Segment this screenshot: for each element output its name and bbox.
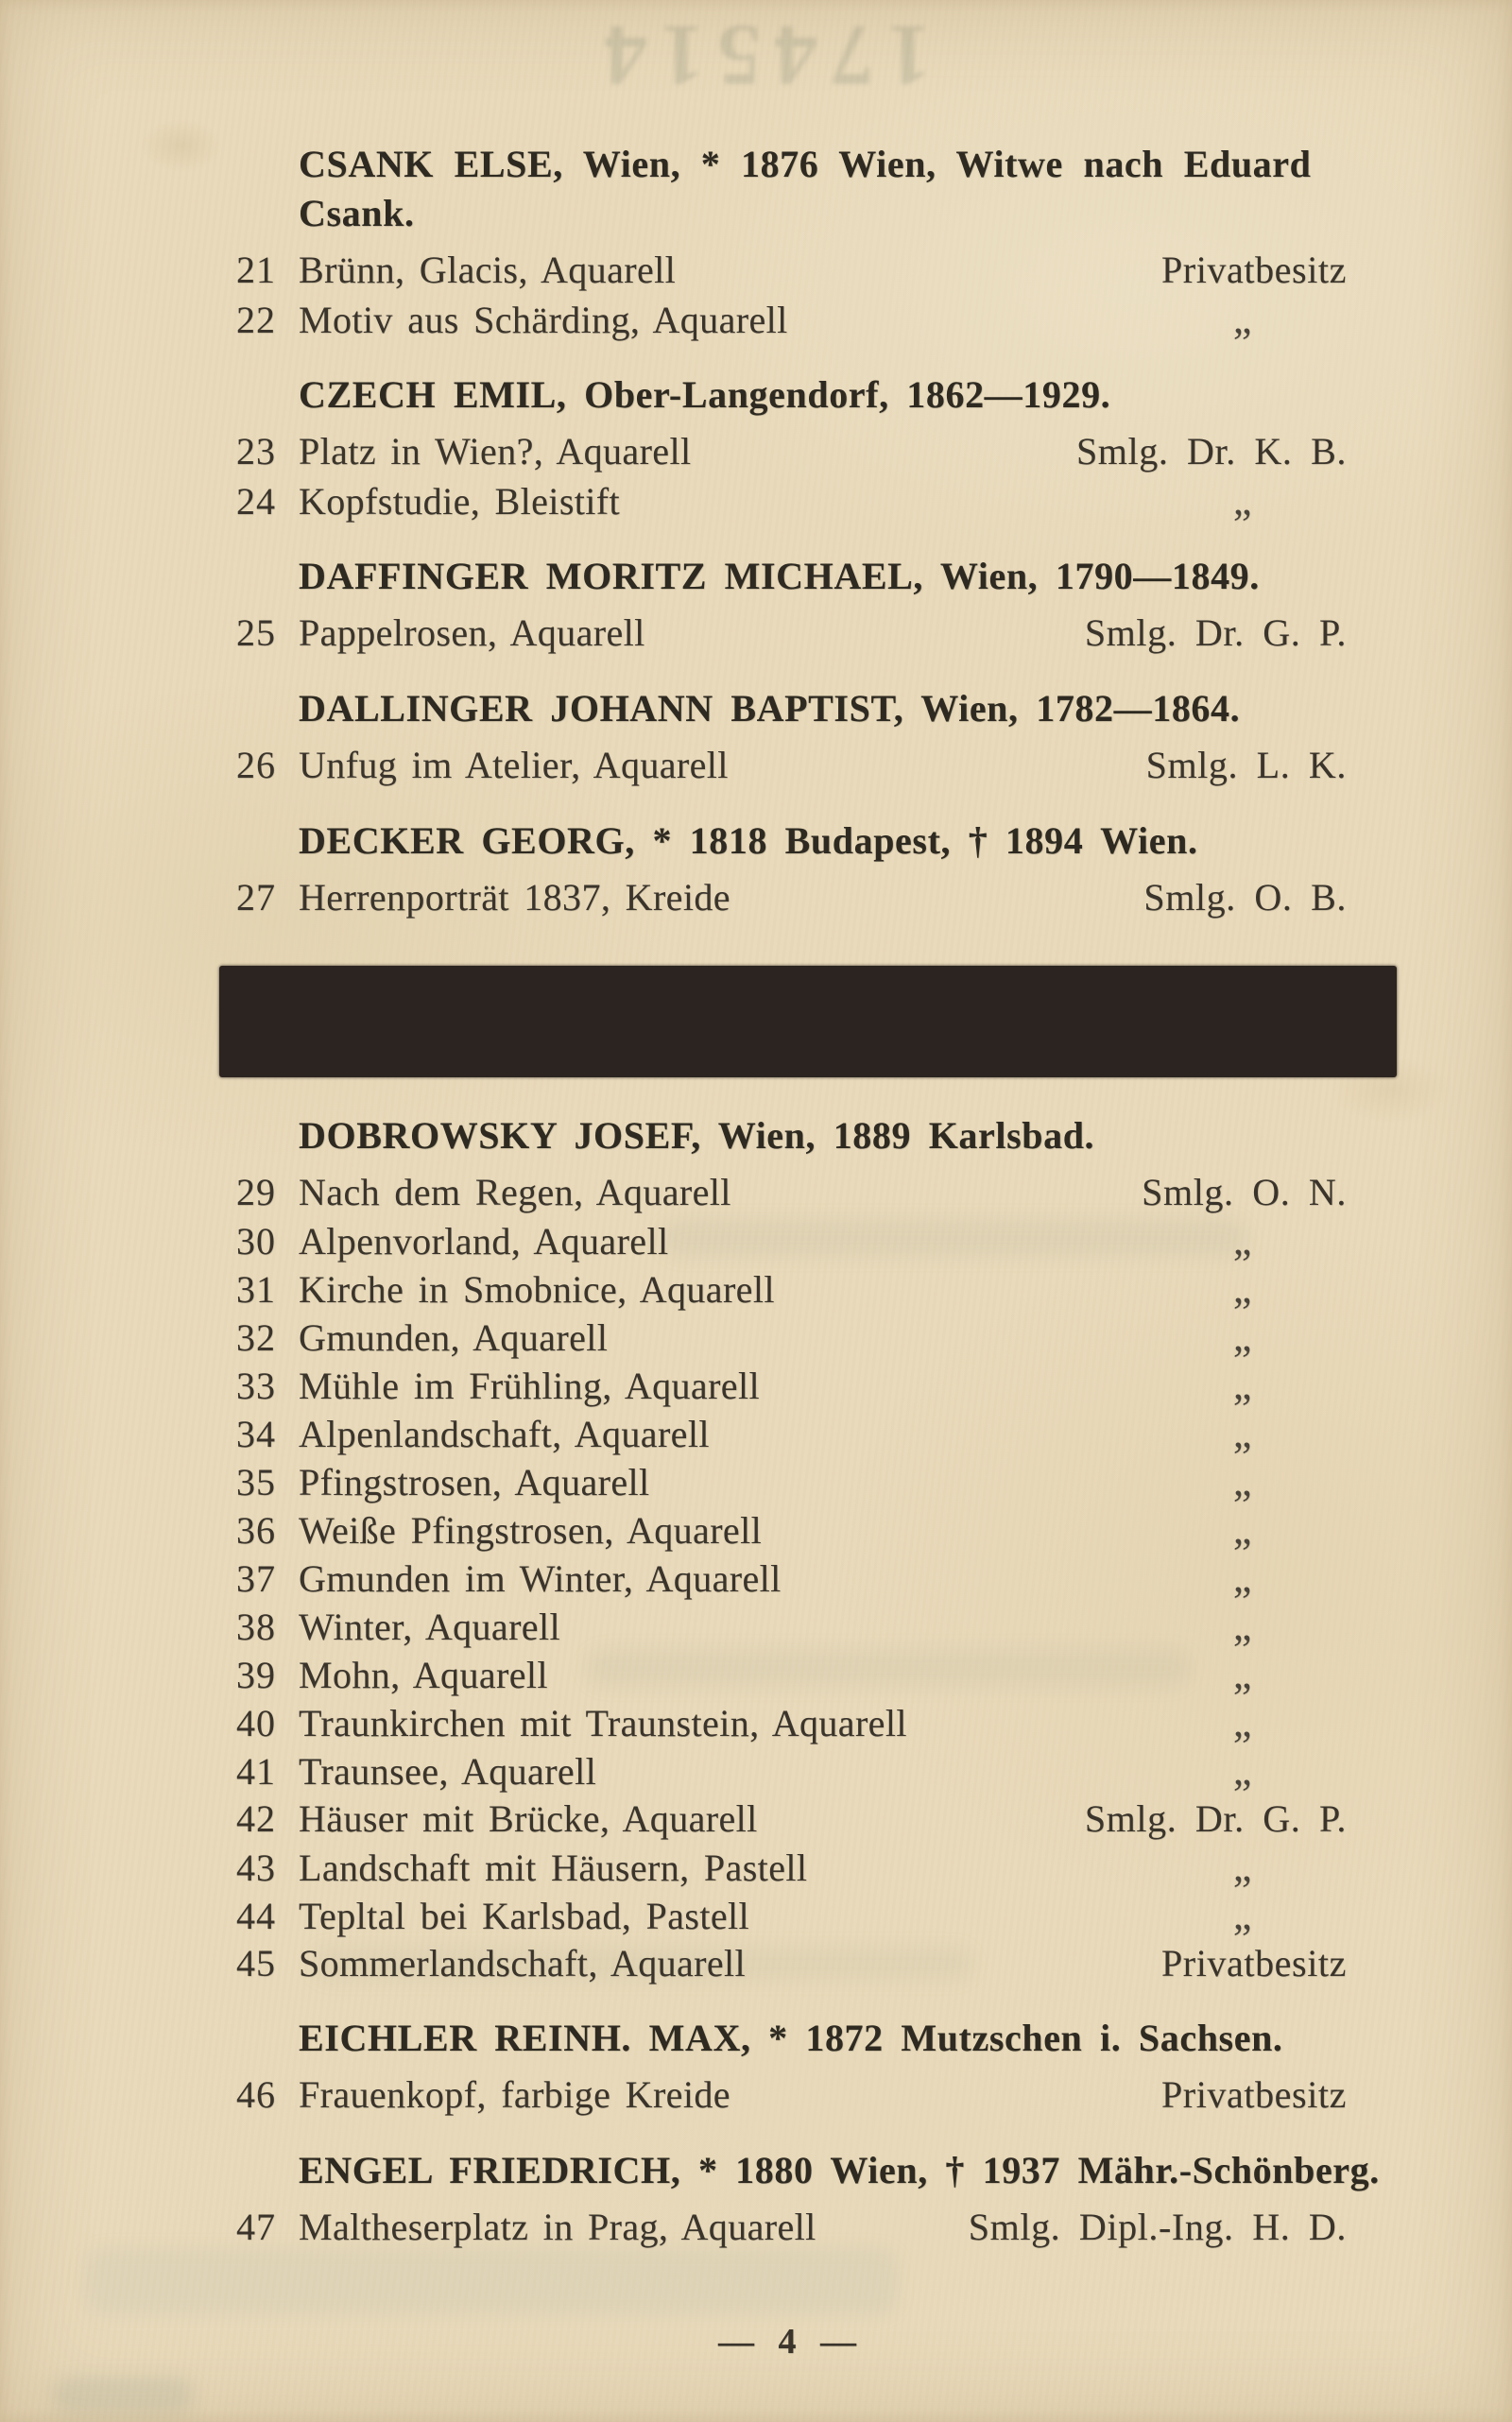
item-number: 38 xyxy=(236,1606,276,1648)
catalog-item-row xyxy=(189,1795,1347,1843)
item-title: Traunsee, Aquarell xyxy=(299,1750,597,1793)
catalog-item-row xyxy=(189,2070,1347,2120)
bleed-through-smudge xyxy=(52,2377,194,2414)
item-number: 25 xyxy=(236,611,276,654)
bleed-through-smudge xyxy=(85,2249,898,2315)
catalog-item-row xyxy=(189,1457,1347,1505)
item-number: 47 xyxy=(236,2206,276,2248)
item-owner-ditto-mark: „ xyxy=(1232,1362,1252,1408)
item-title: Pfingstrosen, Aquarell xyxy=(299,1461,650,1503)
catalog-item-row xyxy=(189,873,1347,922)
item-owner-ditto-mark: „ xyxy=(1232,1555,1252,1601)
artist-section-csank xyxy=(189,140,1347,344)
artist-section-eichler xyxy=(189,2014,1347,2120)
catalog-item-row xyxy=(189,1939,1347,1987)
item-title: Sommerlandschaft, Aquarell xyxy=(299,1942,747,1984)
item-number: 30 xyxy=(236,1220,276,1263)
catalog-item-row xyxy=(189,1698,1347,1746)
catalog-item-row xyxy=(189,1409,1347,1457)
item-owner-ditto-mark: „ xyxy=(1232,1217,1252,1263)
catalog-item-row xyxy=(189,1650,1347,1698)
item-title: Traunkirchen mit Traunstein, Aquarell xyxy=(299,1702,907,1744)
item-number: 33 xyxy=(236,1365,276,1407)
item-number: 34 xyxy=(236,1413,276,1455)
catalog-content xyxy=(189,140,1380,2252)
item-number: 37 xyxy=(236,1557,276,1600)
item-owner-ditto-mark: „ xyxy=(1232,1506,1252,1553)
item-owner: Smlg. L. K. xyxy=(1145,744,1347,786)
artist-header: EICHLER REINH. MAX, * 1872 Mutzschen i. Sachsen. xyxy=(299,2017,1283,2059)
item-number: 46 xyxy=(236,2073,276,2116)
catalog-item-row xyxy=(189,609,1347,658)
artist-header: CZECH EMIL, Ober-Langendorf, 1862—1929. xyxy=(299,373,1111,416)
catalog-item-row xyxy=(189,476,1347,525)
catalog-item-row xyxy=(189,741,1347,790)
item-title: Pappelrosen, Aquarell xyxy=(299,611,645,654)
item-owner-ditto-mark: „ xyxy=(1232,1844,1252,1890)
artist-header: DALLINGER JOHANN BAPTIST, Wien, 1782—1864. xyxy=(299,687,1241,730)
catalog-item-row xyxy=(189,246,1347,295)
catalog-item-row xyxy=(189,1168,1347,1216)
item-title: Platz in Wien?, Aquarell xyxy=(299,430,692,472)
item-owner: Smlg. Dr. G. P. xyxy=(1084,611,1347,654)
item-title: Tepltal bei Karlsbad, Pastell xyxy=(299,1895,750,1937)
item-title: Alpenlandschaft, Aquarell xyxy=(299,1413,710,1455)
catalog-item-row xyxy=(189,1602,1347,1650)
artist-section-dobrowsky xyxy=(189,1111,1347,1987)
artist-section-daffinger xyxy=(189,552,1347,658)
item-owner-ditto-mark: „ xyxy=(1232,1265,1252,1312)
artist-section-czech xyxy=(189,370,1347,525)
item-title: Frauenkopf, farbige Kreide xyxy=(299,2073,730,2116)
catalog-item-row xyxy=(189,295,1347,344)
item-owner: Privatbesitz xyxy=(1160,1942,1347,1984)
item-owner: Privatbesitz xyxy=(1160,2073,1347,2116)
item-title: Mühle im Frühling, Aquarell xyxy=(299,1365,760,1407)
item-owner-ditto-mark: „ xyxy=(1232,1458,1252,1504)
item-number: 36 xyxy=(236,1509,276,1552)
item-number: 23 xyxy=(236,430,276,472)
catalog-item-row xyxy=(189,1264,1347,1313)
item-owner-ditto-mark: „ xyxy=(1232,1892,1252,1938)
artist-section-dallinger xyxy=(189,684,1347,790)
catalog-item-row xyxy=(189,1313,1347,1361)
item-title: Motiv aus Schärding, Aquarell xyxy=(299,299,788,341)
redaction-bar xyxy=(219,966,1397,1077)
item-owner: Smlg. Dr. K. B. xyxy=(1075,430,1347,472)
item-number: 42 xyxy=(236,1797,276,1840)
item-number: 41 xyxy=(236,1750,276,1793)
item-owner-ditto-mark: „ xyxy=(1232,477,1252,524)
item-title: Maltheserplatz in Prag, Aquarell xyxy=(299,2206,816,2248)
item-owner-ditto-mark: „ xyxy=(1232,1699,1252,1745)
item-title: Kirche in Smobnice, Aquarell xyxy=(299,1268,775,1311)
item-title: Häuser mit Brücke, Aquarell xyxy=(299,1797,758,1840)
item-number: 44 xyxy=(236,1895,276,1937)
catalog-item-row xyxy=(189,1891,1347,1939)
catalog-item-row xyxy=(189,1505,1347,1554)
catalog-item-row xyxy=(189,1843,1347,1891)
artist-section-decker xyxy=(189,816,1347,922)
catalog-item-row xyxy=(189,427,1347,476)
artist-header: DAFFINGER MORITZ MICHAEL, Wien, 1790—1849. xyxy=(299,555,1260,597)
item-title: Landschaft mit Häusern, Pastell xyxy=(299,1847,808,1889)
item-owner: Smlg. O. N. xyxy=(1142,1171,1347,1213)
item-title: Winter, Aquarell xyxy=(299,1606,560,1648)
item-number: 35 xyxy=(236,1461,276,1503)
item-title: Weiße Pfingstrosen, Aquarell xyxy=(299,1509,763,1552)
item-title: Gmunden, Aquarell xyxy=(299,1316,609,1359)
item-number: 39 xyxy=(236,1654,276,1696)
item-number: 29 xyxy=(236,1171,276,1213)
artist-header: DOBROWSKY JOSEF, Wien, 1889 Karlsbad. xyxy=(299,1114,1095,1157)
item-owner-ditto-mark: „ xyxy=(1232,1651,1252,1697)
item-number: 32 xyxy=(236,1316,276,1359)
artist-header-continuation: Csank. xyxy=(299,192,415,234)
item-owner-ditto-mark: „ xyxy=(1232,296,1252,342)
artist-header: ENGEL FRIEDRICH, * 1880 Wien, † 1937 Mähr.-Schönberg. xyxy=(299,2149,1380,2191)
catalog-item-row xyxy=(189,2203,1347,2252)
item-number: 40 xyxy=(236,1702,276,1744)
artist-header: DECKER GEORG, * 1818 Budapest, † 1894 Wien. xyxy=(299,819,1198,862)
item-number: 21 xyxy=(236,249,276,291)
item-title: Herrenporträt 1837, Kreide xyxy=(299,876,730,919)
item-title: Nach dem Regen, Aquarell xyxy=(299,1171,731,1213)
item-owner: Smlg. Dr. G. P. xyxy=(1084,1797,1347,1840)
item-title: Mohn, Aquarell xyxy=(299,1654,548,1696)
item-number: 27 xyxy=(236,876,276,919)
item-owner-ditto-mark: „ xyxy=(1232,1314,1252,1360)
item-owner: Smlg. O. B. xyxy=(1143,876,1347,919)
item-owner-ditto-mark: „ xyxy=(1232,1747,1252,1794)
item-owner: Privatbesitz xyxy=(1160,249,1347,291)
item-title: Alpenvorland, Aquarell xyxy=(299,1220,669,1263)
catalog-item-row xyxy=(189,1216,1347,1264)
item-number: 31 xyxy=(236,1268,276,1311)
item-title: Gmunden im Winter, Aquarell xyxy=(299,1557,782,1600)
item-number: 26 xyxy=(236,744,276,786)
item-title: Brünn, Glacis, Aquarell xyxy=(299,249,677,291)
item-number: 22 xyxy=(236,299,276,341)
item-title: Kopfstudie, Bleistift xyxy=(299,480,621,523)
artist-section-engel xyxy=(189,2146,1380,2252)
item-title: Unfug im Atelier, Aquarell xyxy=(299,744,729,786)
catalog-item-row xyxy=(189,1361,1347,1409)
bleed-through-number: 174514 xyxy=(591,8,931,104)
item-owner-ditto-mark: „ xyxy=(1232,1410,1252,1456)
catalog-item-row xyxy=(189,1746,1347,1795)
item-number: 24 xyxy=(236,480,276,523)
catalog-item-row xyxy=(189,1554,1347,1602)
item-number: 45 xyxy=(236,1942,276,1984)
artist-header: CSANK ELSE, Wien, * 1876 Wien, Witwe nach Eduard xyxy=(299,143,1312,185)
item-owner-ditto-mark: „ xyxy=(1232,1603,1252,1649)
page-number: — 4 — xyxy=(718,2322,856,2362)
item-owner: Smlg. Dipl.-Ing. H. D. xyxy=(968,2206,1347,2248)
item-number: 43 xyxy=(236,1847,276,1889)
